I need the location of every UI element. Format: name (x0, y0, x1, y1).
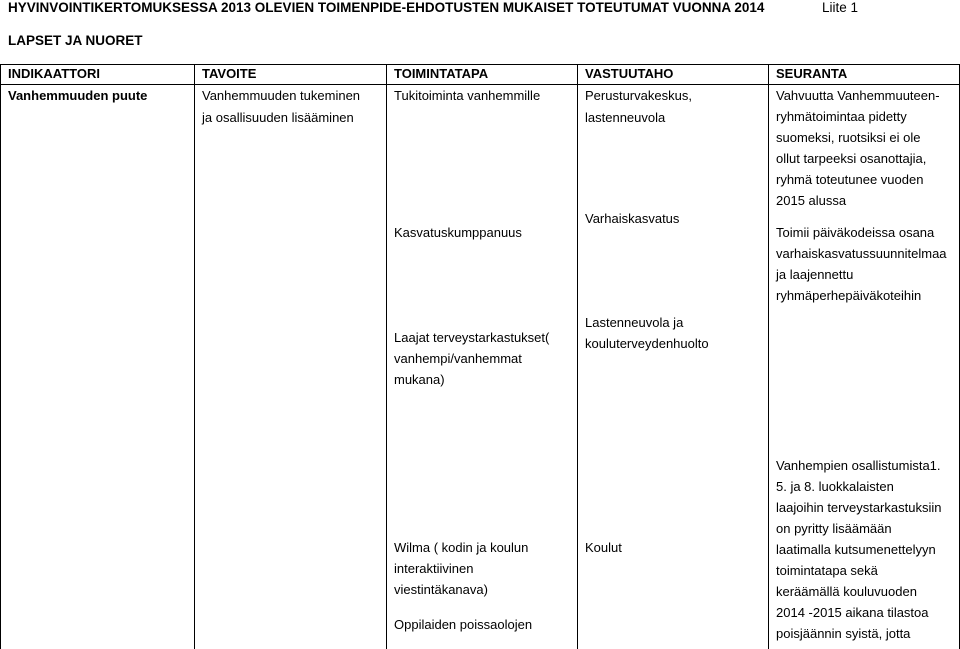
goal-cell (202, 85, 360, 128)
method-line: mukana) (394, 372, 445, 387)
method-cell (394, 537, 528, 600)
header-toimintatapa: TOIMINTATAPA (394, 66, 489, 81)
method-line: viestintäkanava) (394, 582, 488, 597)
method-line: Wilma ( kodin ja koulun (394, 540, 529, 555)
header-tavoite: TAVOITE (202, 66, 257, 81)
responsible-line: Lastenneuvola ja (585, 315, 684, 330)
followup-line: ollut tarpeeksi osanottajia, (776, 151, 927, 166)
responsible-cell (585, 312, 709, 354)
appendix-label: Liite 1 (822, 0, 859, 15)
method-line: interaktiivinen (394, 561, 474, 576)
responsible-line: Koulut (585, 540, 622, 555)
header-indikaattori: INDIKAATTORI (8, 66, 100, 81)
goal-line: Vanhemmuuden tukeminen (202, 88, 361, 103)
document-title: HYVINVOINTIKERTOMUKSESSA 2013 OLEVIEN TOIMENPIDE-EHDOTUSTEN MUKAISET TOTEUTUMAT VUONNA 2014 (8, 0, 765, 15)
followup-line: ja laajennettu (776, 267, 854, 282)
followup-cell (776, 222, 947, 306)
method-line: Laajat terveystarkastukset( (394, 330, 550, 345)
followup-line: Vahvuutta Vanhemmuuteen- (776, 88, 940, 103)
indicator-cell: Vanhemmuuden puute (8, 88, 148, 103)
responsible-cell (585, 85, 692, 128)
followup-line: on pyritty lisäämään (776, 521, 892, 536)
followup-cell (776, 85, 940, 211)
responsible-line: kouluterveydenhuolto (585, 336, 709, 351)
followup-line: varhaiskasvatussuunnitelmaa (776, 246, 947, 261)
section-title: LAPSET JA NUORET (8, 33, 143, 48)
followup-line: ryhmä toteutunee vuoden (776, 172, 924, 187)
method-line: vanhempi/vanhemmat (394, 351, 522, 366)
method-cell (394, 614, 532, 635)
method-line: Oppilaiden poissaolojen (394, 617, 533, 632)
responsible-cell (585, 537, 622, 558)
header-seuranta: SEURANTA (776, 66, 848, 81)
followup-line: Toimii päiväkodeissa osana (776, 225, 935, 240)
goal-line: ja osallisuuden lisääminen (202, 110, 354, 125)
followup-line: Vanhempien osallistumista1. (776, 458, 941, 473)
method-line: Kasvatuskumppanuus (394, 225, 522, 240)
method-line: Tukitoiminta vanhemmille (394, 88, 541, 103)
followup-line: keräämällä kouluvuoden (776, 584, 917, 599)
method-cell (394, 327, 549, 390)
followup-line: laatimalla kutsumenettelyyn (776, 542, 936, 557)
responsible-line: Perusturvakeskus, (585, 88, 692, 103)
method-cell (394, 222, 522, 243)
method-cell (394, 85, 540, 106)
header-vastuutaho: VASTUUTAHO (585, 66, 674, 81)
followup-line: laajoihin terveystarkastuksiin (776, 500, 942, 515)
responsible-line: Varhaiskasvatus (585, 211, 680, 226)
followup-line: ryhmäperhepäiväkoteihin (776, 288, 922, 303)
followup-line: poisjäännin syistä, jotta (776, 626, 911, 641)
responsible-cell (585, 208, 679, 229)
followup-line: suomeksi, ruotsiksi ei ole (776, 130, 921, 145)
followup-line: 5. ja 8. luokkalaisten (776, 479, 894, 494)
followup-line: 2014 -2015 aikana tilastoa (776, 605, 929, 620)
followup-line: 2015 alussa (776, 193, 847, 208)
followup-cell (776, 455, 941, 644)
responsible-line: lastenneuvola (585, 110, 666, 125)
followup-line: toimintatapa sekä (776, 563, 878, 578)
followup-line: ryhmätoimintaa pidetty (776, 109, 907, 124)
